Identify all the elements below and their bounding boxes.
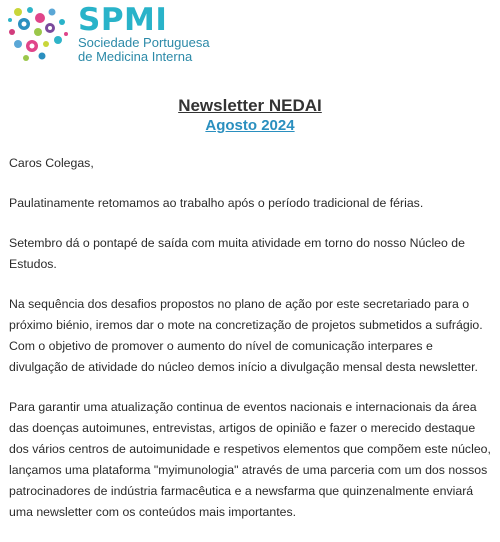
- paragraph-1: Paulatinamente retomamos ao trabalho após o período tradicional de férias.: [9, 196, 424, 210]
- header: [4, 2, 264, 64]
- paragraph-4: Para garantir uma atualização continua de eventos nacionais e internacionais da área das doenças autoimunes, entrevistas, artigos de opinião e fazer o merecido destaque dos vários centros de autoimunidade e respetivos elementos que compõem este núcleo, lançamos uma plataforma "myimunologia" através de uma parceria com um dos nossos patrocinadores de indústria farmacêutica e a newsfarma que quinzenalmente enviará uma newsletter com os conteúdos mais importantes.: [9, 400, 491, 519]
- spmi-logo-icon: [4, 2, 74, 64]
- newsletter-body: [9, 153, 493, 542]
- brand-name: SPMI: [78, 2, 168, 38]
- newsletter-date: Agosto 2024: [205, 117, 295, 134]
- paragraph-3: Na sequência dos desafios propostos no plano de ação por este secretariado para o próximo biénio, iremos dar o mote na concretização de projetos submetidos a sufrágio. Com o objetivo de promover o aumento do nível de comunicação interpares e divulgação de atividade do núcleo demos início a divulgação mensal desta newsletter.: [9, 297, 483, 374]
- greeting: Caros Colegas,: [9, 156, 94, 170]
- logo-text: [78, 2, 210, 64]
- subtitle-line-2: de Medicina Interna: [78, 49, 193, 64]
- brand-subtitle: [78, 36, 210, 64]
- newsletter-title: Newsletter NEDAI: [178, 96, 322, 115]
- subtitle-line-1: Sociedade Portuguesa: [78, 35, 210, 50]
- newsletter-heading: [0, 95, 500, 135]
- paragraph-2: Setembro dá o pontapé de saída com muita atividade em torno do nosso Núcleo de Estudos.: [9, 236, 465, 271]
